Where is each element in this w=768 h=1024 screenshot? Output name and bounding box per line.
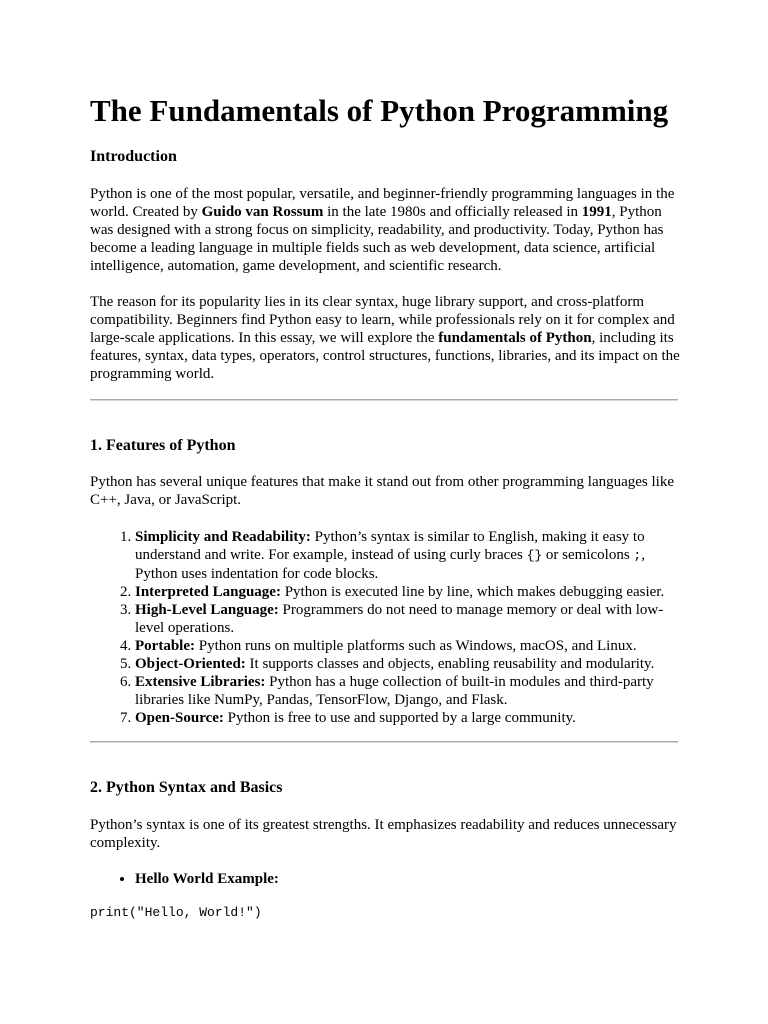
features-intro: Python has several unique features that make it stand out from other programming languages like C++, Java, or JavaScript. [90, 474, 675, 508]
syntax-heading: 2. Python Syntax and Basics [90, 779, 283, 796]
list-item: 1. Simplicity and Readability: Python’s syntax is similar to English, making it easy to understand and write. For example, instead of using curly braces {} or semicolons ;, Python uses indentation for code blocks. [135, 528, 680, 583]
syntax-intro: Python’s syntax is one of its greatest strengths. It emphasizes readability and reduces unnecessary complexity. [90, 817, 677, 851]
list-item: 7. Open-Source: Python is free to use and supported by a large community. [135, 709, 680, 727]
list-item: 6. Extensive Libraries: Python has a huge collection of built-in modules and third-party libraries like NumPy, Pandas, TensorFlow, Django, and Flask. [135, 673, 680, 709]
code-block: print("Hello, World!") [90, 905, 262, 920]
document-title: The Fundamentals of Python Programming [90, 93, 669, 128]
features-list [90, 528, 680, 727]
section-divider [90, 399, 678, 401]
features-heading: 1. Features of Python [90, 437, 236, 454]
intro-paragraph-1: Python is one of the most popular, versatile, and beginner-friendly programming languages in the world. Created by Guido van Rossum in the late 1980s and officially released in 1991, Python was designed with a strong focus on simplicity, readability, and productivity. Today, Python has become a leading language in multiple fields such as web development, data science, artificial intelligence, automation, game development, and scientific research. [90, 186, 675, 274]
section-divider [90, 741, 678, 743]
list-item: 5. Object-Oriented: It supports classes and objects, enabling reusability and modularity. [135, 655, 680, 673]
list-item: • Hello World Example: [135, 870, 279, 888]
list-item: 4. Portable: Python runs on multiple platforms such as Windows, macOS, and Linux. [135, 637, 680, 655]
syntax-bullet-list [90, 870, 279, 888]
intro-paragraph-2: The reason for its popularity lies in its clear syntax, huge library support, and cross-platform compatibility. Beginners find Python easy to learn, while professionals rely on it for complex and large-scale applications. In this essay, we will explore the fundamentals of Python, including its features, syntax, data types, operators, control structures, functions, libraries, and its impact on the programming world. [90, 294, 680, 382]
list-item: 2. Interpreted Language: Python is executed line by line, which makes debugging easier. [135, 583, 680, 601]
intro-heading: Introduction [90, 148, 177, 165]
list-item: 3. High-Level Language: Programmers do not need to manage memory or deal with low-level operations. [135, 601, 680, 637]
